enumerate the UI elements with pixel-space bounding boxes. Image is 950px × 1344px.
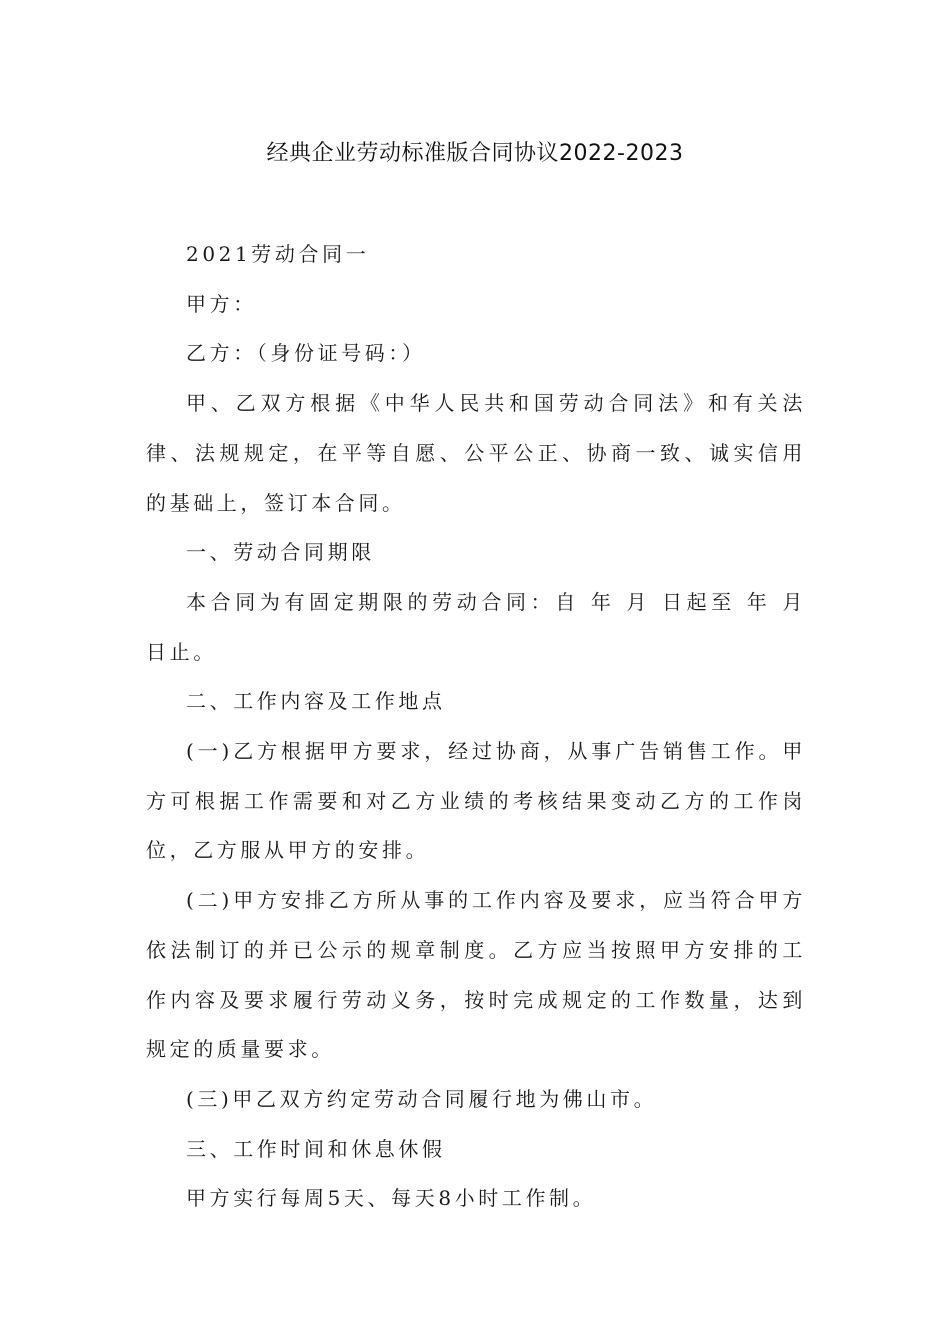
section-heading-hours: 三、工作时间和休息休假 [186, 1136, 446, 1161]
paragraph-preamble: 甲、乙双方根据《中华人民共和国劳动合同法》和有关法律、法规规定，在平等自愿、公平公正、协商一致、诚实信用的基础上，签订本合同。 [146, 391, 806, 515]
paragraph-party-a: 甲方： [186, 291, 257, 316]
paragraph-work-2: (二)甲方安排乙方所从事的工作内容及要求，应当符合甲方依法制订的并已公示的规章制度。乙方应当按照甲方安排的工作内容及要求履行劳动义务，按时完成规定的工作数量，达到规定的质量要求。 [146, 888, 806, 1062]
paragraph-work-3: (三)甲乙双方约定劳动合同履行地为佛山市。 [186, 1086, 658, 1111]
paragraph-hours: 甲方实行每周5天、每天8小时工作制。 [186, 1186, 597, 1211]
section-heading-term: 一、劳动合同期限 [186, 540, 375, 565]
paragraph-term: 本合同为有固定期限的劳动合同：自 年 月 日起至 年 月 日止。 [146, 589, 806, 664]
paragraph-party-b: 乙方：（身份证号码：） [186, 341, 426, 366]
document-body [146, 230, 806, 1224]
document-title: 经典企业劳动标准版合同协议2022-2023 [266, 141, 684, 166]
section-heading-work: 二、工作内容及工作地点 [186, 689, 446, 714]
paragraph-contract-heading: 2021劳动合同一 [186, 242, 370, 266]
paragraph-work-1: (一)乙方根据甲方要求，经过协商，从事广告销售工作。甲方可根据工作需要和对乙方业绩的考核结果变动乙方的工作岗位，乙方服从甲方的安排。 [146, 739, 806, 863]
